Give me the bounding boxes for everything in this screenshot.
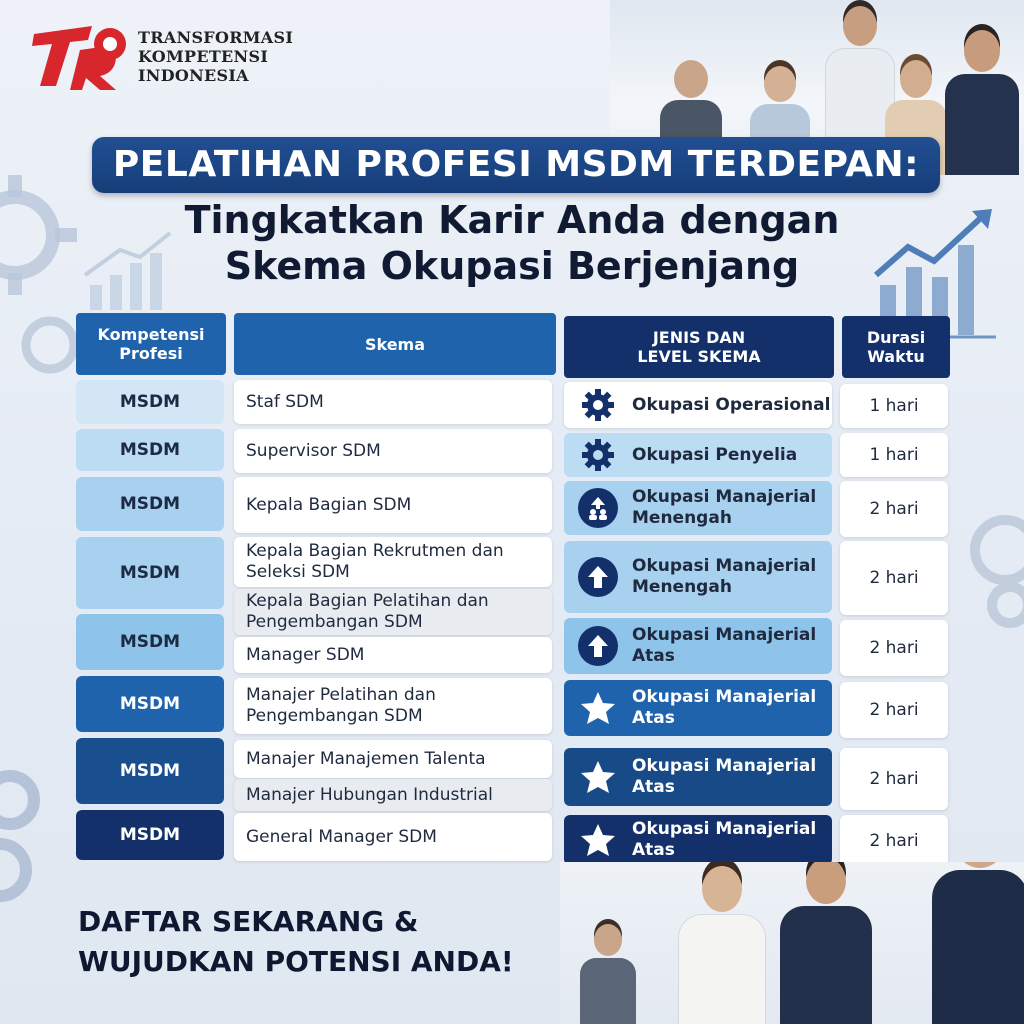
row5-durasi: 2 hari: [840, 620, 948, 676]
star-icon: [578, 820, 618, 860]
header-jenis: JENIS DAN LEVEL SKEMA: [564, 316, 834, 378]
row7-skema: Manajer Manajemen Talenta: [234, 740, 552, 778]
cta-line-1: DAFTAR SEKARANG &: [78, 905, 419, 938]
row1-skema: Staf SDM: [234, 380, 552, 424]
row3-jenis-label: Okupasi Manajerial Menengah: [632, 487, 817, 528]
row4-kompetensi: MSDM: [76, 537, 224, 609]
row4-jenis-label: Okupasi Manajerial Menengah: [632, 556, 817, 597]
row2-kompetensi: MSDM: [76, 429, 224, 471]
person-figure: [932, 862, 1024, 1024]
row1-kompetensi: MSDM: [76, 380, 224, 424]
row3-durasi: 2 hari: [840, 481, 948, 537]
headline-subtitle-1: Tingkatkan Karir Anda dengan: [184, 198, 840, 242]
row4-skema-2: Kepala Bagian Pelatihan dan Pengembangan SDM: [234, 589, 552, 635]
call-to-action: [78, 902, 514, 982]
row2-jenis-label: Okupasi Penyelia: [632, 444, 798, 465]
row5-jenis-label: Okupasi Manajerial Atas: [632, 625, 817, 666]
row2-skema: Supervisor SDM: [234, 429, 552, 473]
row7-durasi: 2 hari: [840, 748, 948, 810]
row4-durasi: 2 hari: [840, 541, 948, 615]
row7-jenis-label: Okupasi Manajerial Atas: [632, 756, 817, 797]
row1-durasi: 1 hari: [840, 384, 948, 428]
gear-icon: [578, 385, 618, 425]
row6-kompetensi: MSDM: [76, 676, 224, 732]
person-figure: [780, 862, 872, 1024]
row1-jenis: [564, 382, 832, 428]
row8-jenis-label: Okupasi Manajerial Atas: [632, 819, 817, 860]
person-figure: [678, 866, 766, 1024]
star-icon: [578, 757, 618, 797]
row5-jenis: [564, 618, 832, 674]
brand-line-2: KOMPETENSI: [138, 47, 269, 66]
row6-jenis: [564, 680, 832, 736]
row3-skema: Kepala Bagian SDM: [234, 477, 552, 533]
row7-skema-2: Manajer Hubungan Industrial: [234, 779, 552, 811]
row6-durasi: 2 hari: [840, 682, 948, 738]
brand-name: [138, 28, 293, 85]
people-arrow-icon: [578, 488, 618, 528]
row1-jenis-label: Okupasi Operasional: [632, 394, 831, 415]
cta-line-2: WUJUDKAN POTENSI ANDA!: [78, 945, 514, 978]
gear-decoration-icon: [950, 500, 1024, 630]
row6-skema: Manajer Pelatihan dan Pengembangan SDM: [234, 678, 552, 734]
row3-kompetensi: MSDM: [76, 477, 224, 531]
row6-jenis-label: Okupasi Manajerial Atas: [632, 687, 817, 728]
header-kompetensi: Kompetensi Profesi: [76, 313, 226, 375]
star-icon: [578, 688, 618, 728]
row8-jenis: [564, 815, 832, 865]
row8-kompetensi: MSDM: [76, 810, 224, 860]
row2-jenis: [564, 433, 832, 477]
brand-line-1: TRANSFORMASI: [138, 28, 294, 47]
row7-jenis: [564, 748, 832, 806]
brand-logo-icon: [30, 20, 130, 94]
row4-skema: Kepala Bagian Rekrutmen dan Seleksi SDM: [234, 537, 552, 587]
row3-jenis: [564, 481, 832, 535]
row2-durasi: 1 hari: [840, 433, 948, 477]
headline-banner: PELATIHAN PROFESI MSDM TERDEPAN:: [92, 137, 940, 193]
row5-kompetensi: MSDM: [76, 614, 224, 670]
person-figure: [580, 924, 636, 1024]
row7-kompetensi: MSDM: [76, 738, 224, 804]
gear-decoration-icon: [0, 760, 70, 910]
person-figure: [945, 30, 1019, 175]
row8-durasi: 2 hari: [840, 815, 948, 867]
header-skema: Skema: [234, 313, 556, 375]
arrow-up-icon: [578, 557, 618, 597]
row5-skema: Manager SDM: [234, 637, 552, 673]
team-photo-bottom: [560, 862, 1024, 1024]
header-durasi: Durasi Waktu: [842, 316, 950, 378]
headline-subtitle-2: Skema Okupasi Berjenjang: [224, 244, 800, 288]
arrow-up-icon: [578, 626, 618, 666]
row4-jenis: [564, 541, 832, 613]
row8-skema: General Manager SDM: [234, 813, 552, 861]
brand-line-3: INDONESIA: [138, 66, 249, 85]
gear-icon: [578, 435, 618, 475]
